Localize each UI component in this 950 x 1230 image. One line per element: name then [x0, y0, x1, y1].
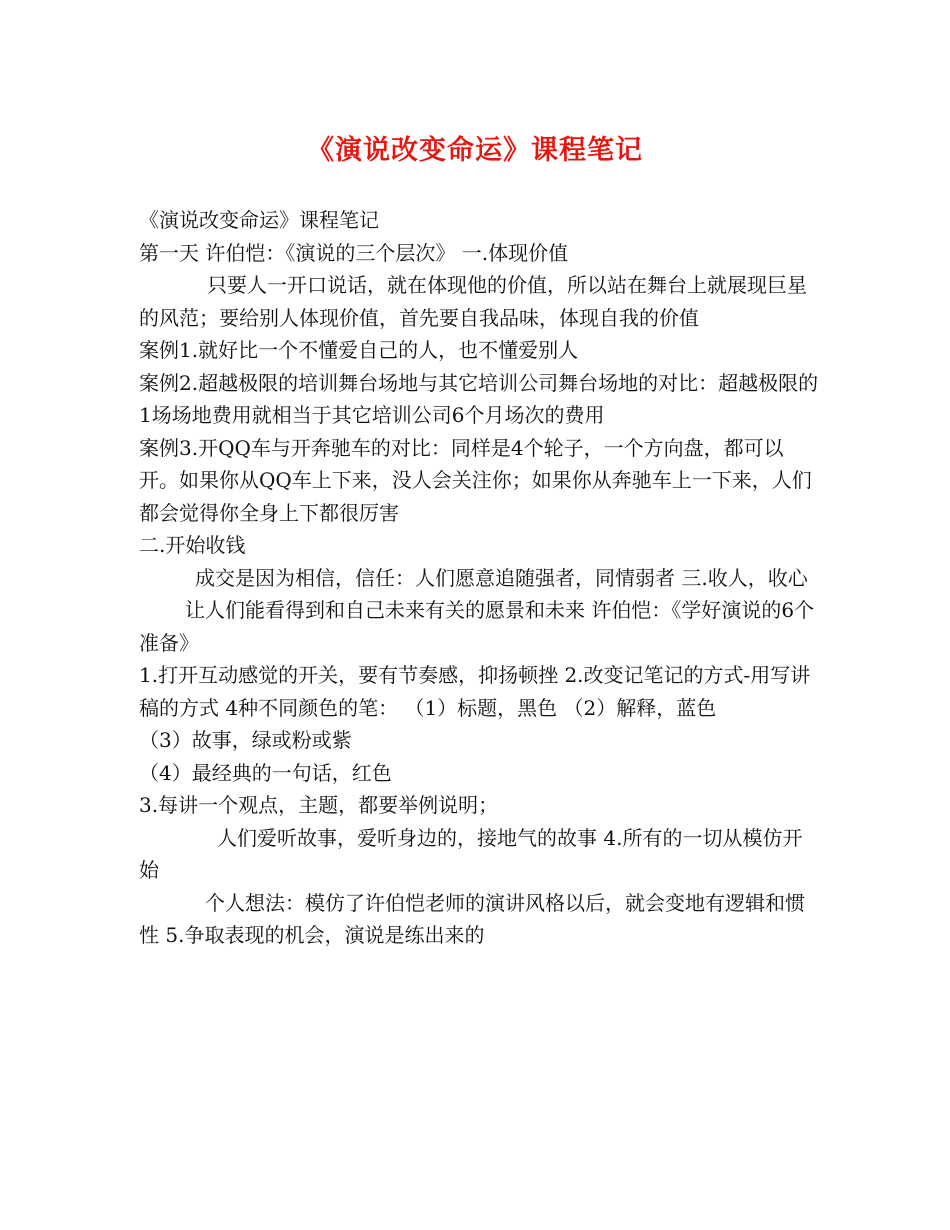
- paragraph-value: 只要人一开口说话，就在体现他的价值，所以站在舞台上就展现巨星的风范；要给别人体现价值，首先要自我品味，体现自我的价值: [139, 273, 807, 330]
- paragraph-vision: 让人们能看得到和自己未来有关的愿景和未来 许伯恺：《学好演说的6个准备》: [139, 598, 815, 655]
- paragraph-case-2: 案例2.超越极限的培训舞台场地与其它培训公司舞台场地的对比：超越极限的1场场地费用就相当于其它培训公司6个月场次的费用: [139, 370, 819, 427]
- paragraph-course-title: 《演说改变命运》课程笔记: [139, 208, 379, 232]
- paragraph-color-quote: （4）最经典的一句话，红色: [139, 760, 392, 785]
- paragraph-stories: 人们爱听故事，爱听身边的，接地气的故事 4.所有的一切从模仿开始: [139, 825, 803, 882]
- paragraph-day-one-heading: 第一天 许伯恺：《演说的三个层次》 一.体现价值: [139, 240, 569, 265]
- document-body: [139, 204, 819, 952]
- paragraph-color-story: （3）故事，绿或粉或紫: [139, 728, 352, 752]
- paragraph-prep-3: 3.每讲一个观点，主题，都要举例说明；: [139, 793, 499, 817]
- document-title: 《演说改变命运》课程笔记: [307, 135, 643, 166]
- paragraph-case-3: 案例3.开QQ车与开奔驰车的对比：同样是4个轮子，一个方向盘，都可以开。如果你从QQ车上下来，没人会关注你；如果你从奔驰车上一下来，人们都会觉得你全身上下都很厉害: [139, 435, 812, 525]
- paragraph-case-1: 案例1.就好比一个不懂爱自己的人，也不懂爱别人: [139, 338, 579, 362]
- paragraph-prep-1-2: 1.打开互动感觉的开关，要有节奏感，抑扬顿挫 2.改变记笔记的方式-用写讲稿的方式 4种不同颜色的笔： （1）标题，黑色 （2）解释，蓝色: [139, 663, 811, 720]
- paragraph-section-2: 二.开始收钱: [139, 533, 246, 557]
- paragraph-personal-thoughts: 个人想法：模仿了许伯恺老师的演讲风格以后，就会变地有逻辑和惯性 5.争取表现的机会，演说是练出来的: [139, 890, 805, 947]
- paragraph-trust: 成交是因为相信，信任：人们愿意追随强者，同情弱者 三.收人，收心: [195, 565, 808, 590]
